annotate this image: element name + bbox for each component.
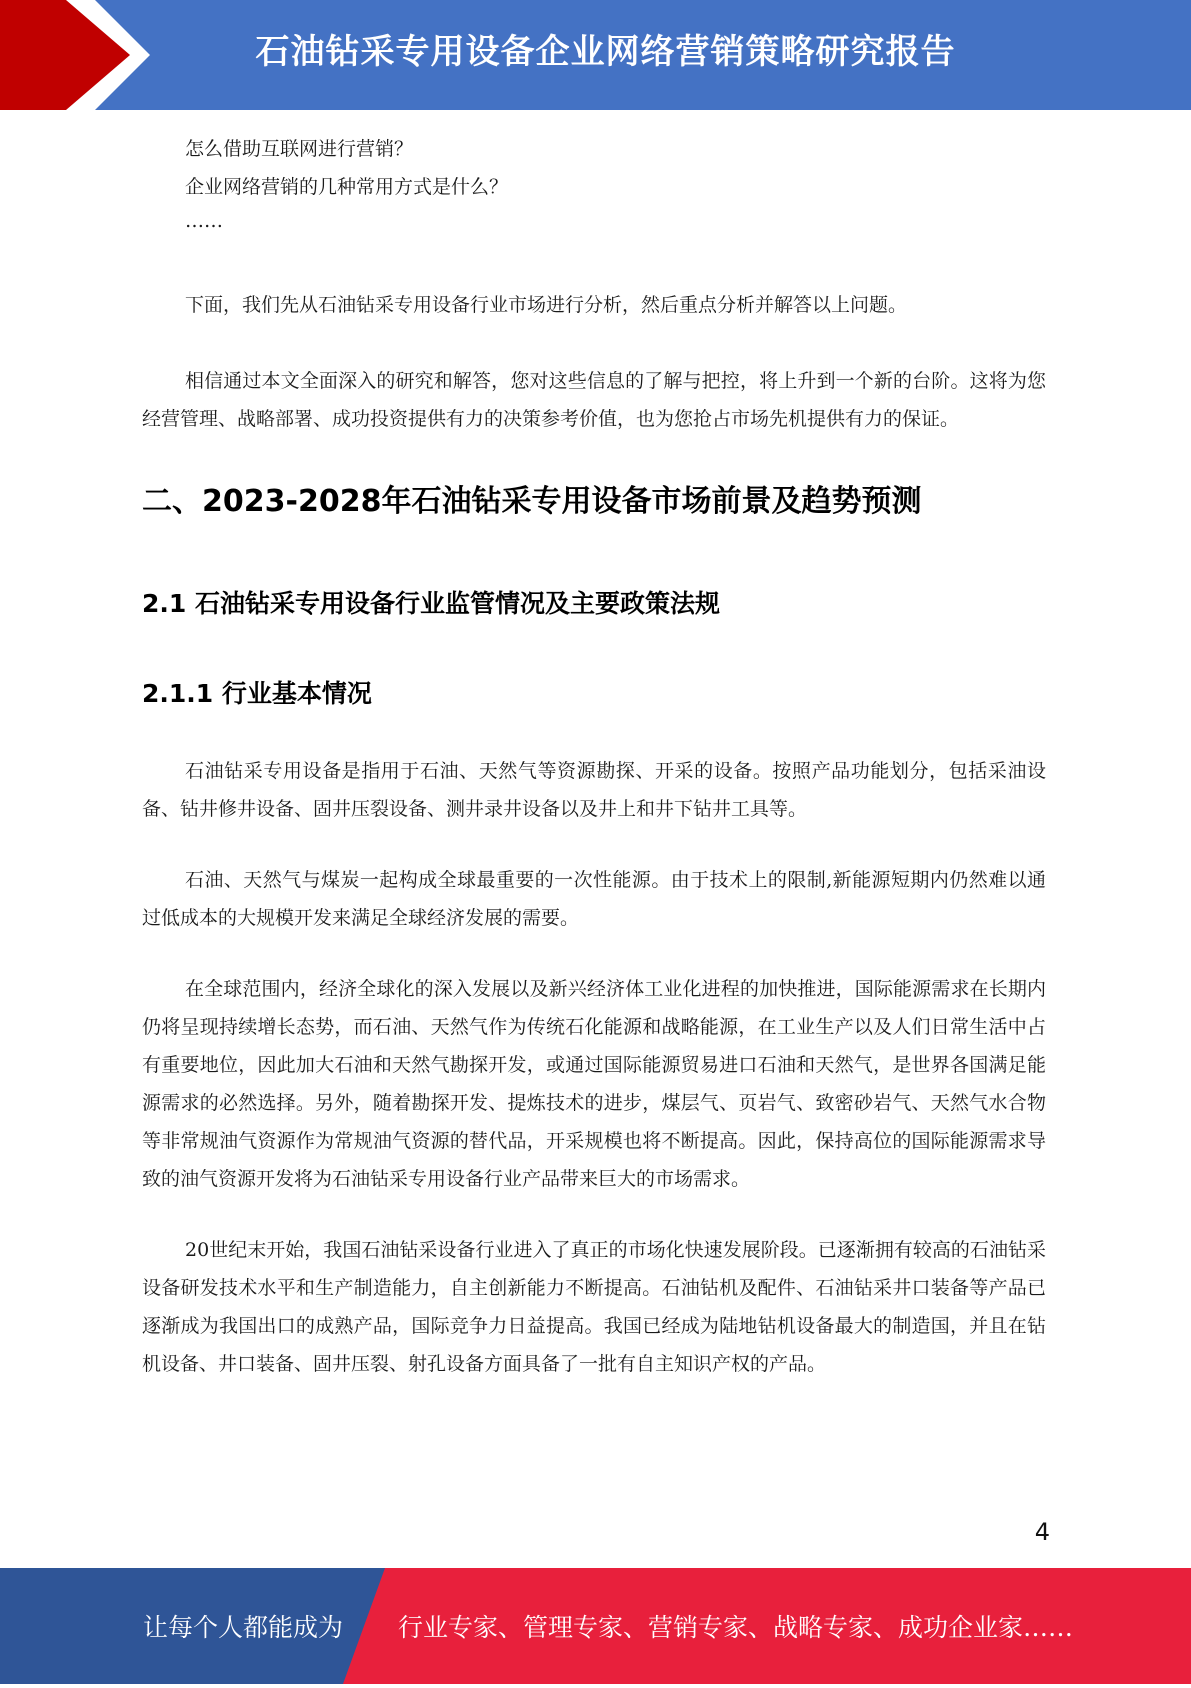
body-paragraph: 在全球范围内，经济全球化的深入发展以及新兴经济体工业化进程的加快推进，国际能源需求在长期内仍将呈现持续增长态势，而石油、天然气作为传统石化能源和战略能源，在工业生产以及人们日常生活中占有重要地位，因此加大石油和天然气勘探开发，或通过国际能源贸易进口石油和天然气，是世界各国满足能源需求的必然选择。另外，随着勘探开发、提炼技术的进步，煤层气、页岩气、致密砂岩气、天然气水合物等非常规油气资源作为常规油气资源的替代品，开采规模也将不断提高。因此，保持高位的国际能源需求导致的油气资源开发将为石油钻采专用设备行业产品带来巨大的市场需求。 <box>142 978 1046 1190</box>
subsection-heading: 2.1 石油钻采专用设备行业监管情况及主要政策法规 <box>142 589 720 618</box>
subsubsection-heading: 2.1.1 行业基本情况 <box>142 679 372 708</box>
page-content <box>142 130 1046 1383</box>
intro-paragraph: 相信通过本文全面深入的研究和解答，您对这些信息的了解与把控，将上升到一个新的台阶。这将为您经营管理、战略部署、成功投资提供有力的决策参考价值，也为您抢占市场先机提供有力的保证。 <box>142 370 1046 430</box>
page-number: 4 <box>1034 1518 1050 1546</box>
question-item: 怎么借助互联网进行营销？ <box>185 138 414 160</box>
document-title: 石油钻采专用设备企业网络营销策略研究报告 <box>255 32 956 72</box>
footer-slogan-right: 行业专家、管理专家、营销专家、战略专家、成功企业家…… <box>398 1613 1074 1642</box>
section-heading: 二、2023-2028年石油钻采专用设备市场前景及趋势预测 <box>142 484 922 519</box>
intro-paragraph: 下面，我们先从石油钻采专用设备行业市场进行分析，然后重点分析并解答以上问题。 <box>185 294 908 316</box>
question-ellipsis: …… <box>185 210 223 232</box>
footer-banner <box>0 1568 1191 1684</box>
body-paragraph: 石油钻采专用设备是指用于石油、天然气等资源勘探、开采的设备。按照产品功能划分，包括采油设备、钻井修井设备、固井压裂设备、测井录井设备以及井上和井下钻井工具等。 <box>142 760 1046 820</box>
body-paragraph: 20世纪末开始，我国石油钻采设备行业进入了真正的市场化快速发展阶段。已逐渐拥有较高的石油钻采设备研发技术水平和生产制造能力，自主创新能力不断提高。石油钻机及配件、石油钻采井口装备等产品已逐渐成为我国出口的成熟产品，国际竞争力日益提高。我国已经成为陆地钻机设备最大的制造国，并且在钻机设备、井口装备、固井压裂、射孔设备方面具备了一批有自主知识产权的产品。 <box>142 1239 1046 1375</box>
body-paragraph: 石油、天然气与煤炭一起构成全球最重要的一次性能源。由于技术上的限制,新能源短期内仍然难以通过低成本的大规模开发来满足全球经济发展的需要。 <box>142 869 1046 929</box>
header-banner <box>0 0 1191 110</box>
question-item: 企业网络营销的几种常用方式是什么？ <box>185 176 509 198</box>
footer-slogan-left: 让每个人都能成为 <box>143 1613 344 1642</box>
